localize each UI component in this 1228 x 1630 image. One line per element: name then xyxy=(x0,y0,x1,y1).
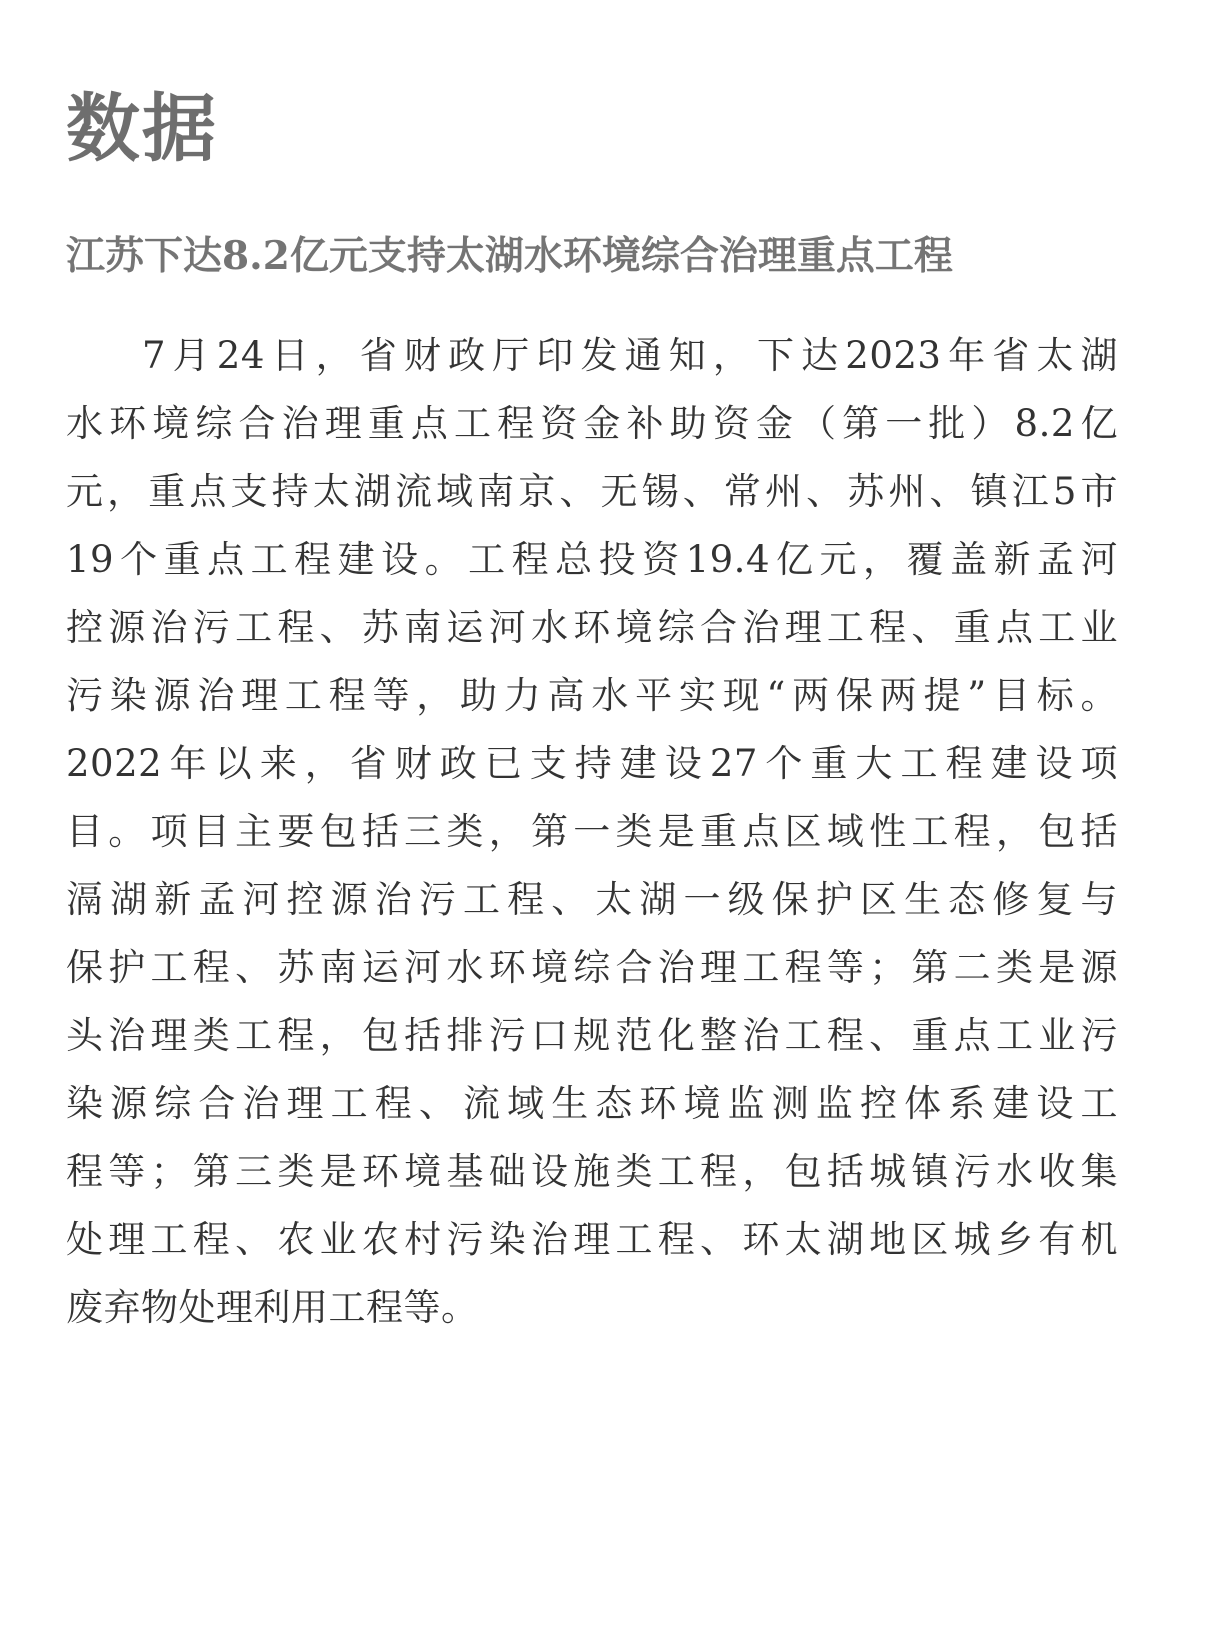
article-headline: 江苏下达8.2亿元支持太湖水环境综合治理重点工程 xyxy=(66,233,953,279)
article-line: 目。项目主要包括三类，第一类是重点区域性工程，包括 xyxy=(66,810,1118,853)
article-line: 头治理类工程，包括排污口规范化整治工程、重点工业污 xyxy=(66,1014,1118,1057)
article-line: 废弃物处理利用工程等。 xyxy=(66,1286,479,1329)
article-line: 保护工程、苏南运河水环境综合治理工程等；第二类是源 xyxy=(66,946,1118,989)
article-line: 元，重点支持太湖流域南京、无锡、常州、苏州、镇江5市 xyxy=(66,470,1118,513)
article-line: 程等；第三类是环境基础设施类工程，包括城镇污水收集 xyxy=(66,1150,1118,1193)
article-line: 滆湖新孟河控源治污工程、太湖一级保护区生态修复与 xyxy=(66,878,1118,921)
article-line: 控源治污工程、苏南运河水环境综合治理工程、重点工业 xyxy=(66,606,1118,649)
article-line: 处理工程、农业农村污染治理工程、环太湖地区城乡有机 xyxy=(66,1218,1118,1261)
article-line: 2022年以来，省财政已支持建设27个重大工程建设项 xyxy=(66,742,1118,785)
article-body xyxy=(66,322,1118,1342)
article-line: 7月24日，省财政厅印发通知，下达2023年省太湖 xyxy=(142,334,1118,377)
section-title: 数据 xyxy=(66,86,218,172)
article-line: 染源综合治理工程、流域生态环境监测监控体系建设工 xyxy=(66,1082,1118,1125)
article-line: 19个重点工程建设。工程总投资19.4亿元，覆盖新孟河 xyxy=(66,538,1118,581)
article-line: 水环境综合治理重点工程资金补助资金（第一批）8.2亿 xyxy=(66,402,1118,445)
article-line: 污染源治理工程等，助力高水平实现“两保两提”目标。 xyxy=(66,674,1118,717)
